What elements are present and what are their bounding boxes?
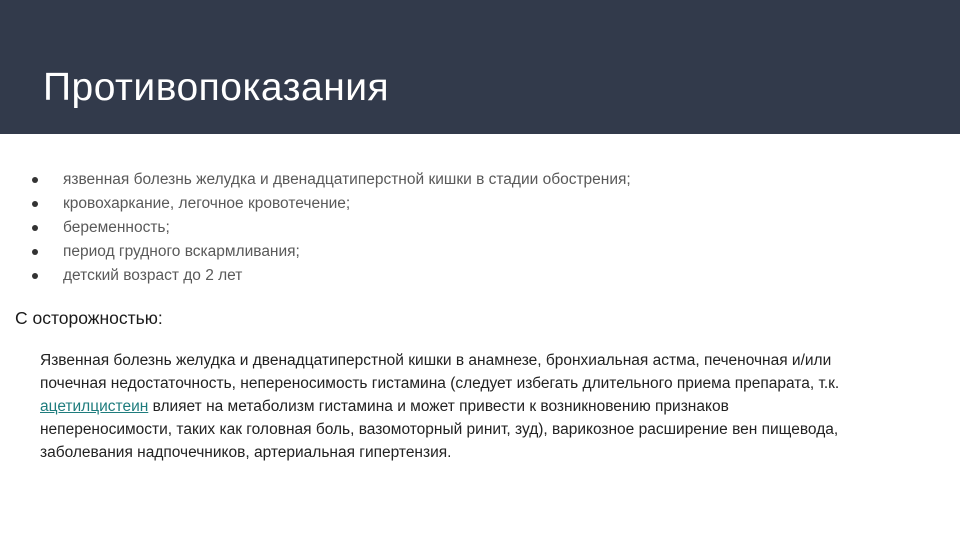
list-item [30,240,631,264]
slide-title: Противопоказания [43,66,390,109]
list-item [30,192,631,216]
list-item-text: детский возраст до 2 лет [63,267,243,284]
list-item [30,264,631,288]
contraindications-list [30,168,631,288]
acetylcysteine-link[interactable]: ацетилцистеин [40,398,149,415]
bullet-icon [32,225,38,231]
paragraph-line: Язвенная болезнь желудка и двенадцатиперстной кишки в анамнезе, бронхиальная астма, печеночная и/или [40,352,832,369]
list-item [30,168,631,192]
paragraph-line: почечная недостаточность, непереносимость гистамина (следует избегать длительного приема препарата, т.к. [40,375,840,392]
list-item [30,216,631,240]
bullet-icon [32,177,38,183]
list-item-text: кровохаркание, легочное кровотечение; [63,195,351,212]
paragraph-line: непереносимости, таких как головная боль, вазомоторный ринит, зуд), варикозное расширение вен пищевода, [40,421,839,438]
list-item-text: беременность; [63,219,170,236]
bullet-icon [32,249,38,255]
caution-paragraph [40,349,940,464]
paragraph-text: влияет на метаболизм гистамина и может привести к возникновению признаков [148,398,729,415]
bullet-icon [32,201,38,207]
list-item-text: язвенная болезнь желудка и двенадцатиперстной кишки в стадии обострения; [63,171,631,188]
caution-heading: С осторожностью: [15,308,163,328]
paragraph-line [40,395,940,418]
bullet-icon [32,273,38,279]
paragraph-line: заболевания надпочечников, артериальная гипертензия. [40,444,452,461]
list-item-text: период грудного вскармливания; [63,243,300,260]
slide-header [0,0,960,134]
